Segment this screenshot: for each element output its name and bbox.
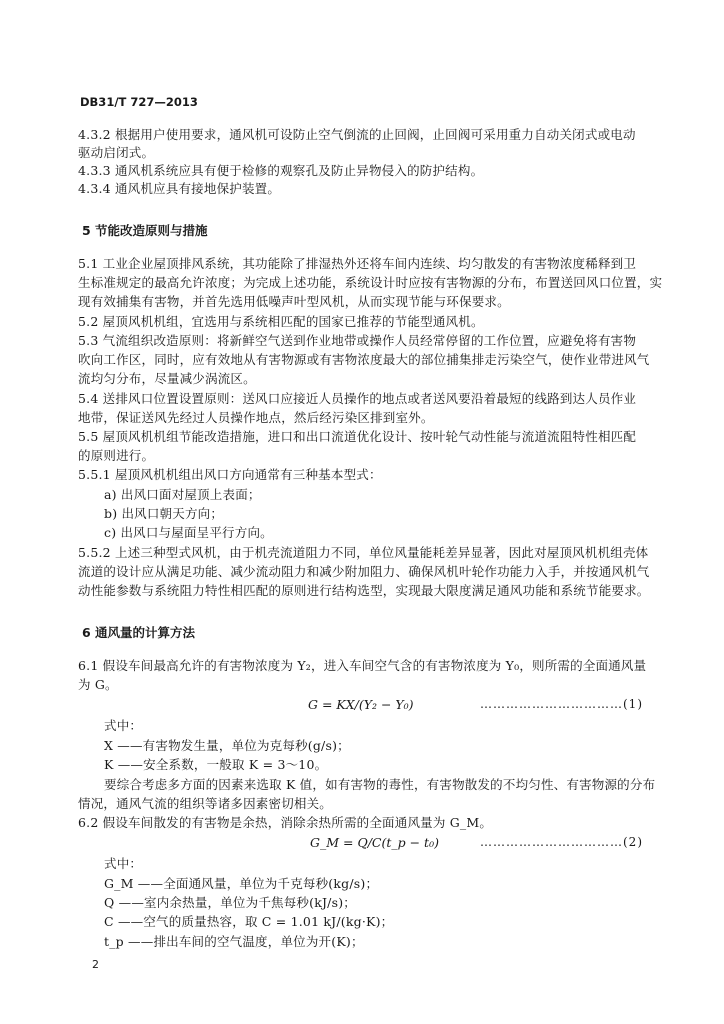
list-item-c: c) 出风口与屋面呈平行方向。 — [104, 525, 273, 540]
clause-5-3-cont-2: 流均匀分布，尽量减少涡流区。 — [78, 371, 256, 386]
clause-4-3-4: 4.3.4 通风机应具有接地保护装置。 — [78, 181, 281, 196]
clause-5-4: 5.4 送排风口位置设置原则：送风口应接近人员操作的地点或者送风要沿着最短的线路到达人员作业 — [78, 391, 637, 406]
clause-5-2: 5.2 屋顶风机机组，宜选用与系统相匹配的国家已推荐的节能型通风机。 — [78, 314, 484, 329]
clause-5-5-2-cont-2: 动性能参数与系统阻力特性相匹配的原则进行结构选型，实现最大限度满足通风功能和系统节能要求。 — [78, 583, 650, 598]
var-tp-def: t_p ——排出车间的空气温度，单位为开(K)； — [104, 934, 364, 949]
formula-2-number: ……………………………(2) — [480, 835, 643, 849]
clause-6-1-note-cont: 情况，通风气流的组织等诸多因素密切相关。 — [78, 796, 333, 811]
var-c-def: C ——空气的质量热容，取 C = 1.01 kJ/(kg·K)； — [104, 914, 394, 929]
formula-1-number: ……………………………(1) — [480, 697, 643, 711]
clause-5-1-cont-2: 现有效捕集有害物，并首先选用低噪声叶型风机，从而实现节能与环保要求。 — [78, 294, 510, 309]
clause-5-3: 5.3 气流组织改造原则：将新鲜空气送到作业地带或操作人员经常停留的工作位置，应避免将有害物 — [78, 333, 637, 348]
standard-header: DB31/T 727—2013 — [80, 95, 198, 109]
formula-1: G = KX/(Y₂ − Y₀) — [308, 697, 414, 712]
where-label-2: 式中： — [104, 856, 143, 871]
clause-5-5-1: 5.5.1 屋顶风机机组出风口方向通常有三种基本型式： — [78, 467, 382, 482]
section-6-heading: 6 通风量的计算方法 — [82, 625, 196, 640]
clause-5-5-2: 5.5.2 上述三种型式风机，由于机壳流道阻力不同，单位风量能耗差异显著，因此对屋顶风机机组壳体 — [78, 545, 649, 560]
var-gm-def: G_M ——全面通风量，单位为千克每秒(kg/s)； — [104, 876, 379, 891]
clause-5-4-cont: 地带，保证送风先经过人员操作地点，然后经污染区排到室外。 — [78, 410, 434, 425]
list-item-b: b) 出风口朝天方向； — [104, 506, 224, 521]
clause-4-3-3: 4.3.3 通风机系统应具有便于检修的观察孔及防止异物侵入的防护结构。 — [78, 163, 484, 178]
var-x-def: X ——有害物发生量，单位为克每秒(g/s)； — [104, 738, 350, 753]
clause-6-1: 6.1 假设车间最高允许的有害物浓度为 Y₂，进入车间空气含的有害物浓度为 Y₀，则所需的全面通风量 — [78, 658, 647, 673]
clause-6-1-note: 要综合考虑多方面的因素来选取 K 值，如有害物的毒性，有害物散发的不均匀性、有害物源的分布 — [104, 777, 656, 792]
clause-4-3-2: 4.3.2 根据用户使用要求，通风机可设防止空气倒流的止回阀，止回阀可采用重力自动关闭式或电动 — [78, 127, 636, 142]
clause-5-3-cont-1: 吹向工作区，同时，应有效地从有害物源或有害物浓度最大的部位捕集排走污染空气，使作业带进风气 — [78, 352, 650, 367]
var-q-def: Q ——室内余热量，单位为千焦每秒(kJ/s)； — [104, 895, 356, 910]
clause-4-3-2-cont: 驱动启闭式。 — [78, 145, 155, 160]
var-k-def: K ——安全系数，一般取 K = 3～10。 — [104, 757, 328, 772]
list-item-a: a) 出风口面对屋顶上表面； — [104, 487, 261, 502]
clause-5-5: 5.5 屋顶风机机组节能改造措施，进口和出口流道优化设计、按叶轮气动性能与流道流阻特性相匹配 — [78, 429, 637, 444]
clause-5-5-2-cont-1: 流道的设计应从满足功能、减少流动阻力和减少附加阻力、确保风机叶轮作功能力入手，并按通风机气 — [78, 564, 650, 579]
where-label-1: 式中： — [104, 718, 143, 733]
clause-5-5-cont: 的原则进行。 — [78, 448, 155, 463]
clause-5-1: 5.1 工业企业屋顶排风系统，其功能除了排湿热外还将车间内连续、均匀散发的有害物浓度稀释到卫 — [78, 256, 637, 271]
clause-5-1-cont-1: 生标准规定的最高允许浓度；为完成上述功能，系统设计时应按有害物源的分布，布置送回风口位置，实 — [78, 275, 663, 290]
formula-2: G_M = Q/C(t_p − t₀) — [310, 835, 439, 850]
clause-6-2: 6.2 假设车间散发的有害物是余热，消除余热所需的全面通风量为 G_M。 — [78, 815, 493, 830]
page-number: 2 — [92, 958, 99, 971]
clause-6-1-cont: 为 G。 — [78, 677, 118, 692]
section-5-heading: 5 节能改造原则与措施 — [82, 223, 208, 238]
